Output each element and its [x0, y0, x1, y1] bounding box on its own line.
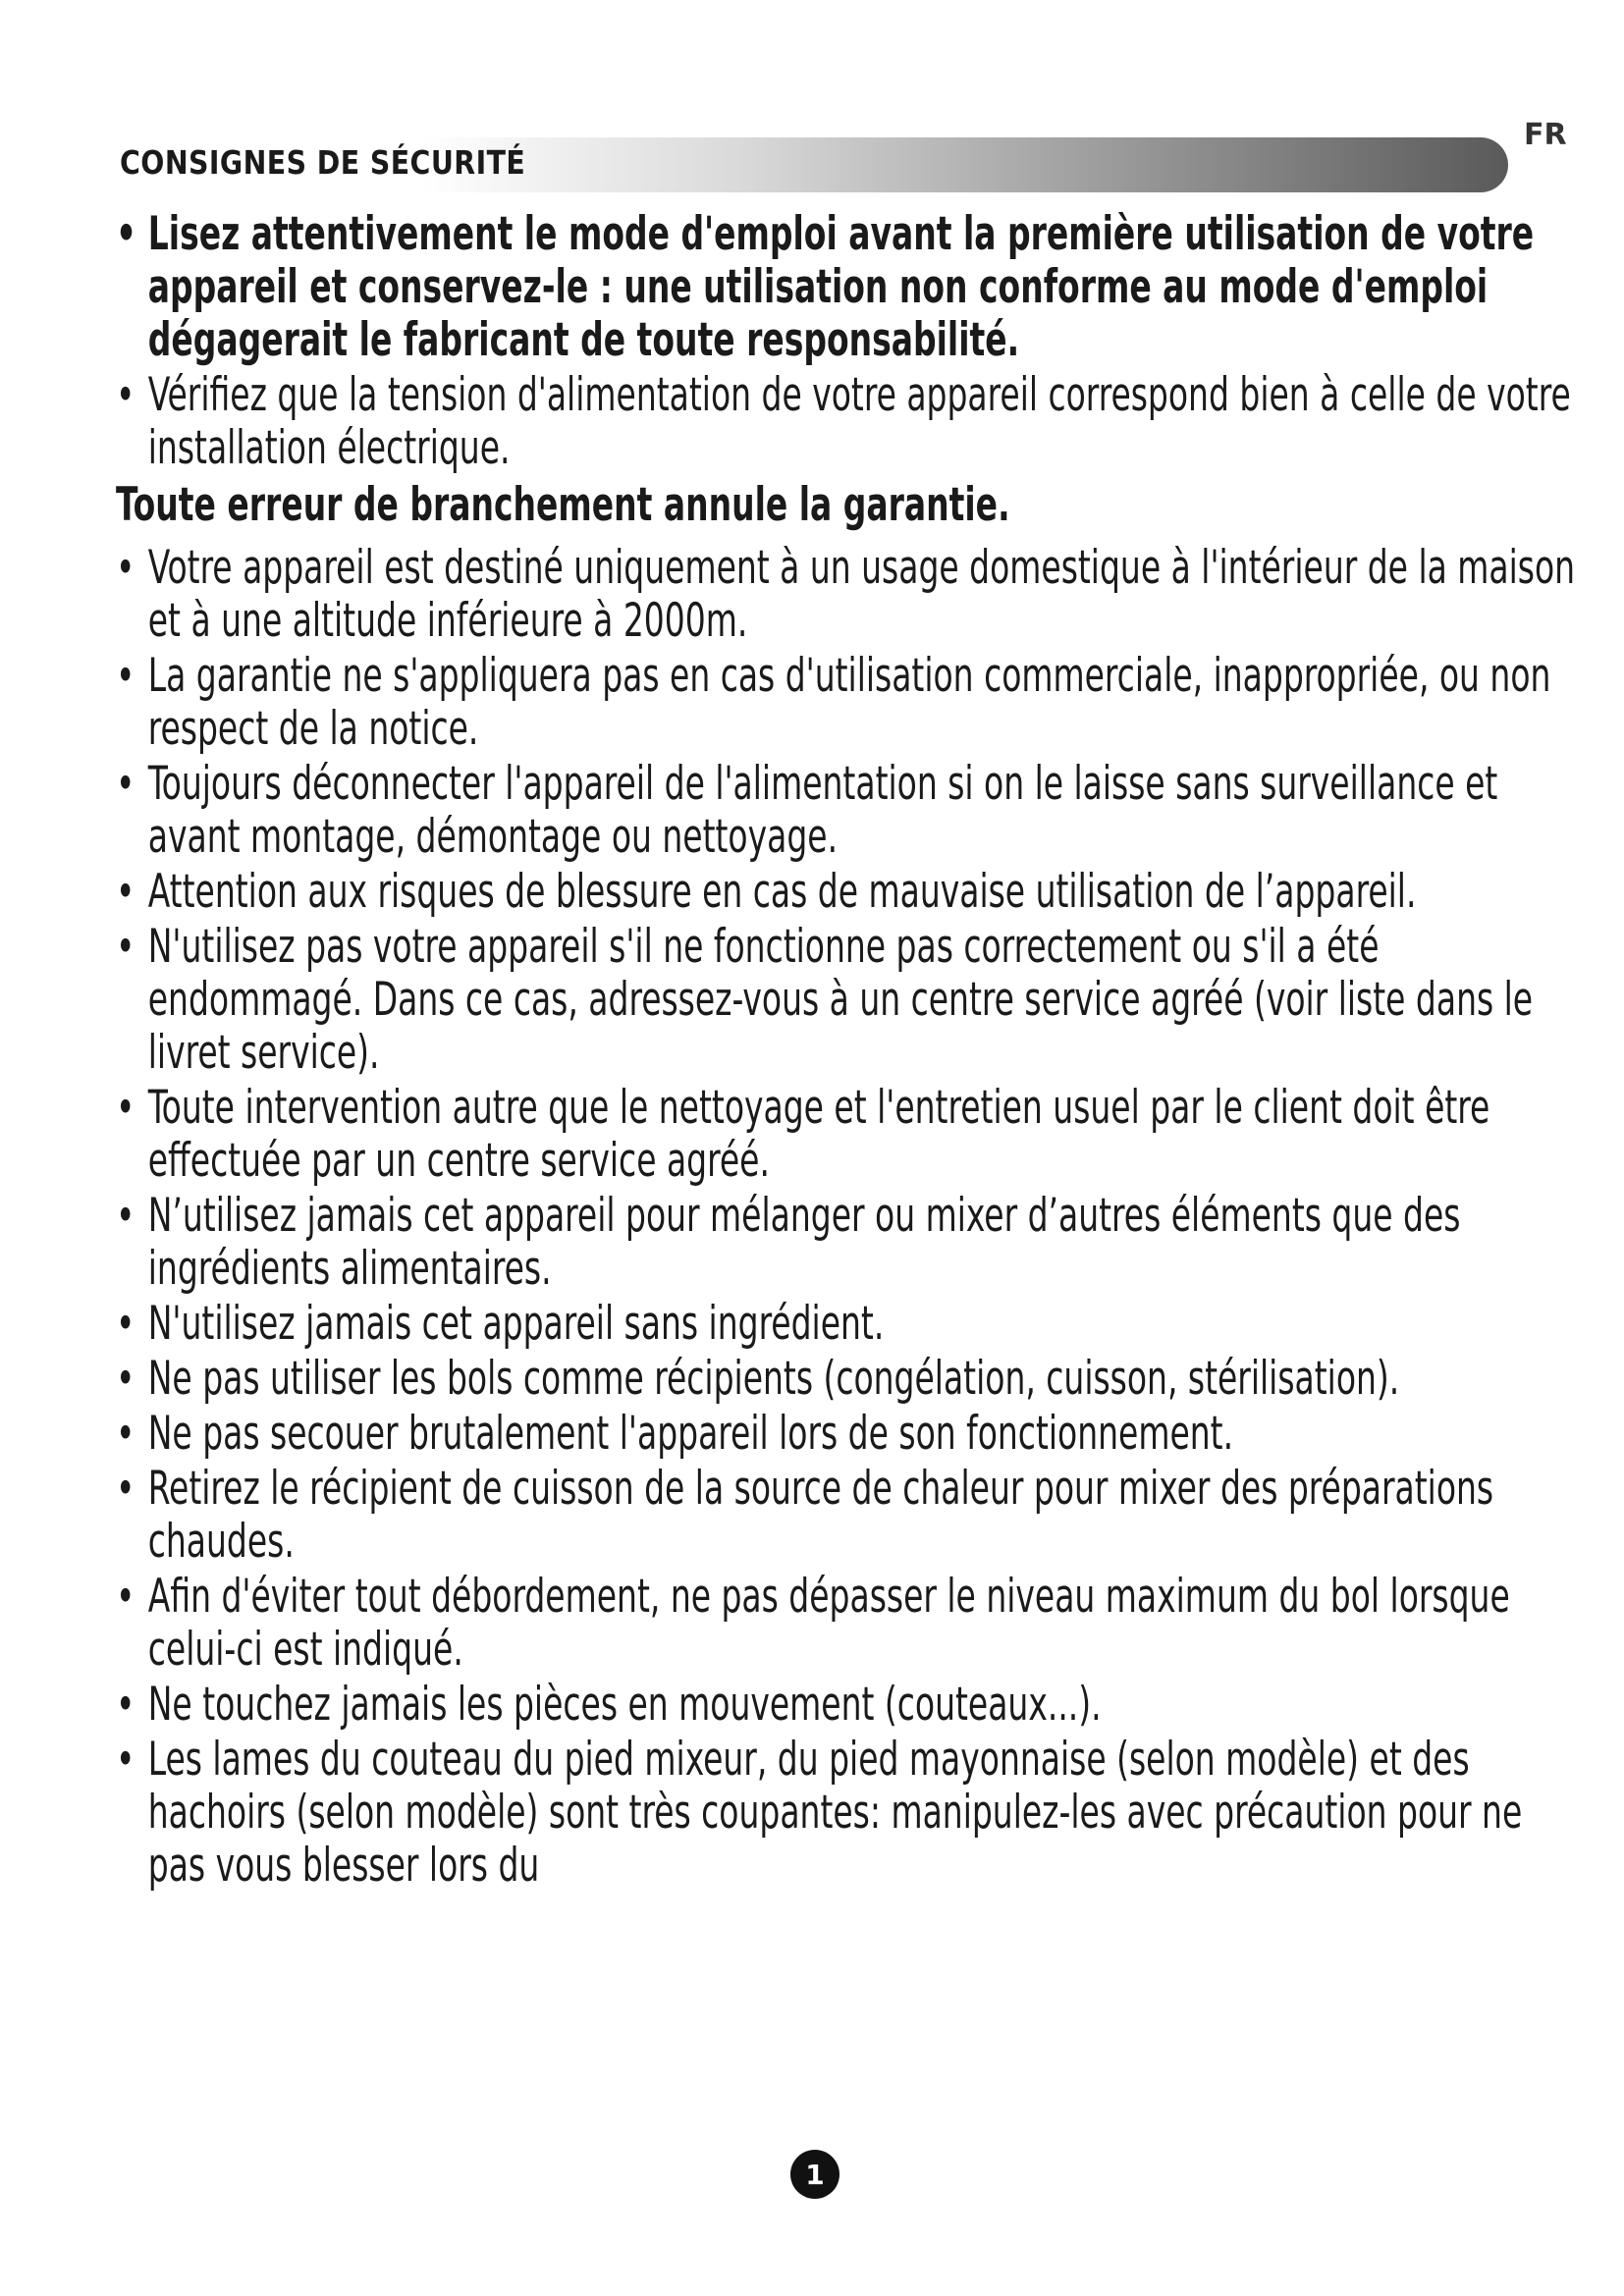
- bullet-icon: •: [116, 1297, 135, 1351]
- page-number-badge: 1: [790, 2150, 839, 2199]
- list-item: [116, 542, 1580, 648]
- bullet-icon: •: [116, 1352, 135, 1406]
- bullet-icon: •: [116, 368, 135, 422]
- list-item: [116, 650, 1580, 756]
- list-item: [116, 1353, 1580, 1406]
- list-item: [116, 369, 1580, 475]
- list-item: [116, 921, 1580, 1080]
- bullet-icon: •: [116, 757, 135, 811]
- list-item-text: Afin d'éviter tout débordement, ne pas dépasser le niveau maximum du bol lorsque celui-ci est indiqué.: [147, 1570, 1510, 1677]
- list-item-text: Ne pas secouer brutalement l'appareil lors de son fonctionnement.: [147, 1407, 1234, 1461]
- bullet-icon: •: [116, 1189, 135, 1243]
- bullet-icon: •: [116, 1678, 135, 1732]
- list-item-text: Les lames du couteau du pied mixeur, du pied mayonnaise (selon modèle) et des hachoirs (selon modèle) sont très coupantes: manipulez-les avec précaution pour ne pas vous blesser lors du: [147, 1733, 1523, 1893]
- bullet-icon: •: [116, 920, 135, 974]
- list-item: [116, 1463, 1580, 1569]
- section-title: CONSIGNES DE SÉCURITÉ: [120, 143, 526, 182]
- list-item-text: Toute intervention autre que le nettoyage et l'entretien usuel par le client doit être effectuée par un centre service agréé.: [147, 1081, 1490, 1188]
- list-item-text: Retirez le récipient de cuisson de la source de chaleur pour mixer des préparations chaudes.: [147, 1462, 1494, 1569]
- list-item: [116, 1190, 1580, 1296]
- list-item-text: Toujours déconnecter l'appareil de l'alimentation si on le laisse sans surveillance et avant montage, démontage ou nettoyage.: [147, 757, 1498, 864]
- list-item: [116, 758, 1580, 864]
- bullet-icon: •: [116, 207, 137, 261]
- list-item: [116, 1734, 1580, 1893]
- list-item: [116, 1298, 1580, 1351]
- bullet-icon: •: [116, 541, 135, 595]
- list-item-text: N’utilisez jamais cet appareil pour mélanger ou mixer d’autres éléments que des ingrédients alimentaires.: [147, 1189, 1461, 1296]
- list-item-text: N'utilisez jamais cet appareil sans ingrédient.: [147, 1297, 885, 1351]
- list-item: [116, 866, 1580, 919]
- bullet-icon: •: [116, 1462, 135, 1516]
- warranty-notice: Toute erreur de branchement annule la garantie.: [116, 478, 1010, 532]
- list-item-text: Ne pas utiliser les bols comme récipients (congélation, cuisson, stérilisation).: [147, 1352, 1400, 1406]
- list-item-text: Ne touchez jamais les pièces en mouvement (couteaux...).: [147, 1678, 1102, 1732]
- bullet-icon: •: [116, 1407, 135, 1461]
- list-item: [116, 1571, 1580, 1677]
- list-item-text: Lisez attentivement le mode d'emploi avant la première utilisation de votre appareil et conservez-le : une utilisation non conforme au mode d'emploi dégagerait le fabricant de toute responsabilité.: [147, 207, 1535, 367]
- bullet-icon: •: [116, 1570, 135, 1624]
- list-item-text: Votre appareil est destiné uniquement à un usage domestique à l'intérieur de la maison et à une altitude inférieure à 2000m.: [147, 541, 1576, 648]
- language-code: FR: [1524, 118, 1567, 152]
- list-item: [116, 1408, 1580, 1461]
- list-item: [116, 1679, 1580, 1732]
- bullet-icon: •: [116, 1081, 135, 1135]
- list-item-text: Vérifiez que la tension d'alimentation de votre appareil correspond bien à celle de votre installation électrique.: [147, 368, 1571, 475]
- list-item: [116, 208, 1580, 367]
- safety-instructions: [116, 208, 1589, 1895]
- list-item-text: La garantie ne s'appliquera pas en cas d'utilisation commerciale, inappropriée, ou non respect de la notice.: [147, 649, 1551, 756]
- bullet-icon: •: [116, 1733, 135, 1787]
- list-item: [116, 1082, 1580, 1188]
- list-item-text: Attention aux risques de blessure en cas de mauvaise utilisation de l’appareil.: [147, 865, 1417, 919]
- bullet-icon: •: [116, 865, 135, 919]
- bullet-icon: •: [116, 649, 135, 703]
- list-item-text: N'utilisez pas votre appareil s'il ne fonctionne pas correctement ou s'il a été endommagé. Dans ce cas, adressez-vous à un centre service agréé (voir liste dans le livret service).: [147, 920, 1534, 1080]
